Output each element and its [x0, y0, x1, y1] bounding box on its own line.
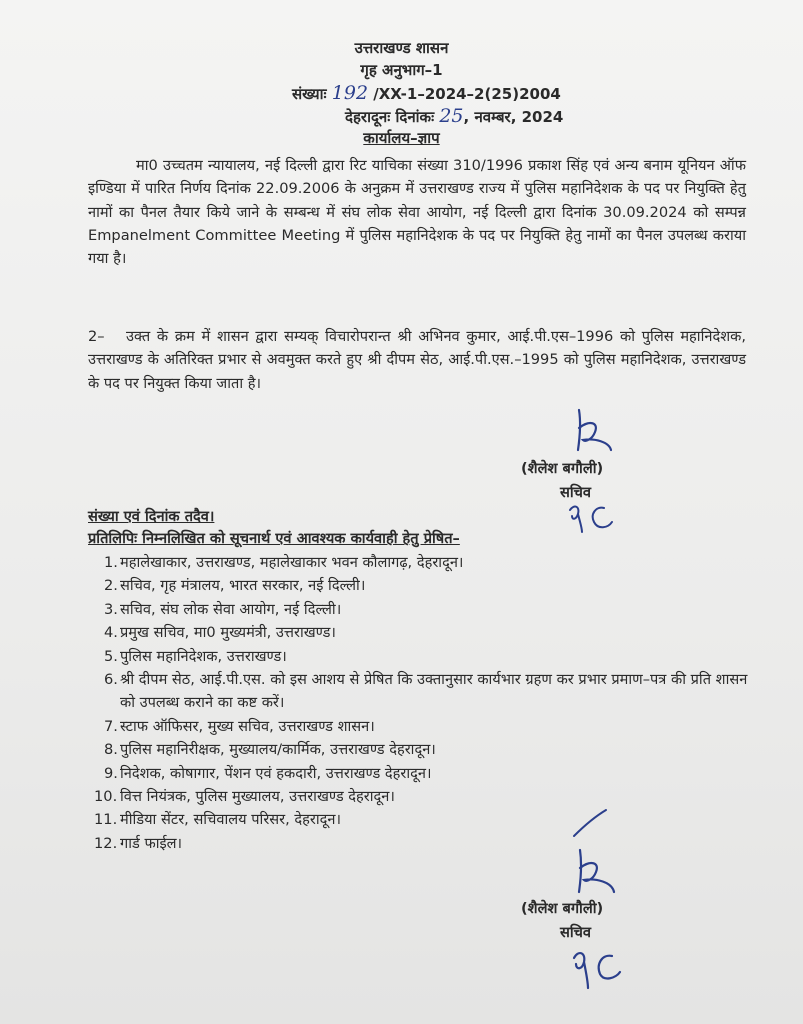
- recipient-list: [88, 551, 758, 855]
- list-item: 11. मीडिया सेंटर, सचिवालय परिसर, देहरादून।: [94, 811, 342, 829]
- date-rest: , नवम्बर, 2024: [463, 108, 564, 126]
- list-item: 5. पुलिस महानिदेशक, उत्तराखण्ड।: [104, 647, 287, 665]
- letter-number: [292, 82, 561, 104]
- number-rest: /XX-1–2024–2(25)2004: [373, 85, 561, 103]
- list-item: 9. निदेशक, कोषागार, पेंशन एवं हकदारी, उत्तराखण्ड देहरादून।: [104, 764, 432, 782]
- paragraph-2-text: उक्त के क्रम में शासन द्वारा सम्यक् विचारोपरान्त श्री अभिनव कुमार, आई.पी.एस–1996 को पुलिस महानिदेशक, उत्तराखण्ड के अतिरिक्त प्रभार से अवमुक्त करते हुए श्री दीपम सेठ, आई.पी.एस.–1995 को पुलिस महानिदेशक, उत्तराखण्ड के पद पर नियुक्त किया जाता है।: [88, 328, 746, 392]
- list-item: 2. सचिव, गृह मंत्रालय, भारत सरकार, नई दिल्ली।: [104, 577, 366, 595]
- title-text: कार्यालय–ज्ञाप: [363, 129, 440, 147]
- document-title: [0, 128, 803, 148]
- paragraph-2: [88, 325, 746, 395]
- number-handwritten: 192: [331, 82, 369, 104]
- paragraph-2-number: 2–: [88, 328, 105, 345]
- signatory-title-2: सचिव: [560, 924, 592, 941]
- government-name: उत्तराखण्ड शासन: [354, 39, 449, 57]
- date-label: देहरादूनः दिनांकः: [345, 108, 435, 126]
- signature-initials-2: [566, 806, 632, 898]
- list-item: 3. सचिव, संघ लोक सेवा आयोग, नई दिल्ली।: [104, 600, 342, 618]
- list-item: 4. प्रमुख सचिव, मा0 मुख्यमंत्री, उत्तराखण्ड।: [104, 624, 336, 642]
- signature-date-mark-1: [566, 502, 618, 534]
- list-item: 8. पुलिस महानिरीक्षक, मुख्यालय/कार्मिक, उत्तराखण्ड देहरादून।: [104, 741, 436, 759]
- signature-date-mark-2: [570, 948, 626, 992]
- paragraph-1: मा0 उच्चतम न्यायालय, नई दिल्ली द्वारा रिट याचिका संख्या 310/1996 प्रकाश सिंह एवं अन्य बनाम यूनियन ऑफ इण्डिया में पारित निर्णय दिनांक 22.09.2006 के अनुक्रम में उत्तराखण्ड राज्य में पुलिस महानिदेशक के पद पर नियुक्ति हेतु नामों का पैनल तैयार किये जाने के सम्बन्ध में संघ लोक सेवा आयोग, नई दिल्ली द्वारा दिनांक 30.09.2024 को सम्पन्न Empanelment Committee Meeting में पुलिस महानिदेशक के पद पर नियुक्ति हेतु नामों का पैनल उपलब्ध कराया गया है।: [88, 157, 746, 268]
- signatory-name-2: (शैलेश बगौली): [521, 900, 604, 917]
- letter-date: [345, 105, 563, 127]
- list-item: 7. स्टाफ ऑफिसर, मुख्य सचिव, उत्तराखण्ड शासन।: [104, 717, 375, 735]
- signature-initials-1: [565, 402, 625, 458]
- section-name: गृह अनुभाग–1: [360, 61, 443, 79]
- copy-to-heading: प्रतिलिपिः निम्नलिखित को सूचनार्थ एवं आवश्यक कार्यवाही हेतु प्रेषित–: [88, 530, 460, 547]
- signatory-title-1: सचिव: [560, 484, 592, 501]
- number-label: संख्याः: [292, 85, 327, 103]
- signatory-name-1: (शैलेश बगौली): [521, 460, 604, 477]
- list-item: 12. गार्ड फाईल।: [94, 834, 183, 852]
- list-item: 1. महालेखाकार, उत्तराखण्ड, महालेखाकार भवन कौलागढ़, देहरादून।: [104, 554, 464, 571]
- date-handwritten: 25: [439, 105, 464, 127]
- list-item: 6. श्री दीपम सेठ, आई.पी.एस. को इस आशय से प्रेषित कि उक्तानुसार कार्यभार ग्रहण कर प्रभार प्रमाण–पत्र की प्रति शासन को उपलब्ध कराने का कष्ट करें।: [104, 671, 748, 712]
- list-item: 10. वित्त नियंत्रक, पुलिस मुख्यालय, उत्तराखण्ड देहरादून।: [94, 788, 395, 806]
- reference-line: संख्या एवं दिनांक तदैव।: [88, 508, 215, 525]
